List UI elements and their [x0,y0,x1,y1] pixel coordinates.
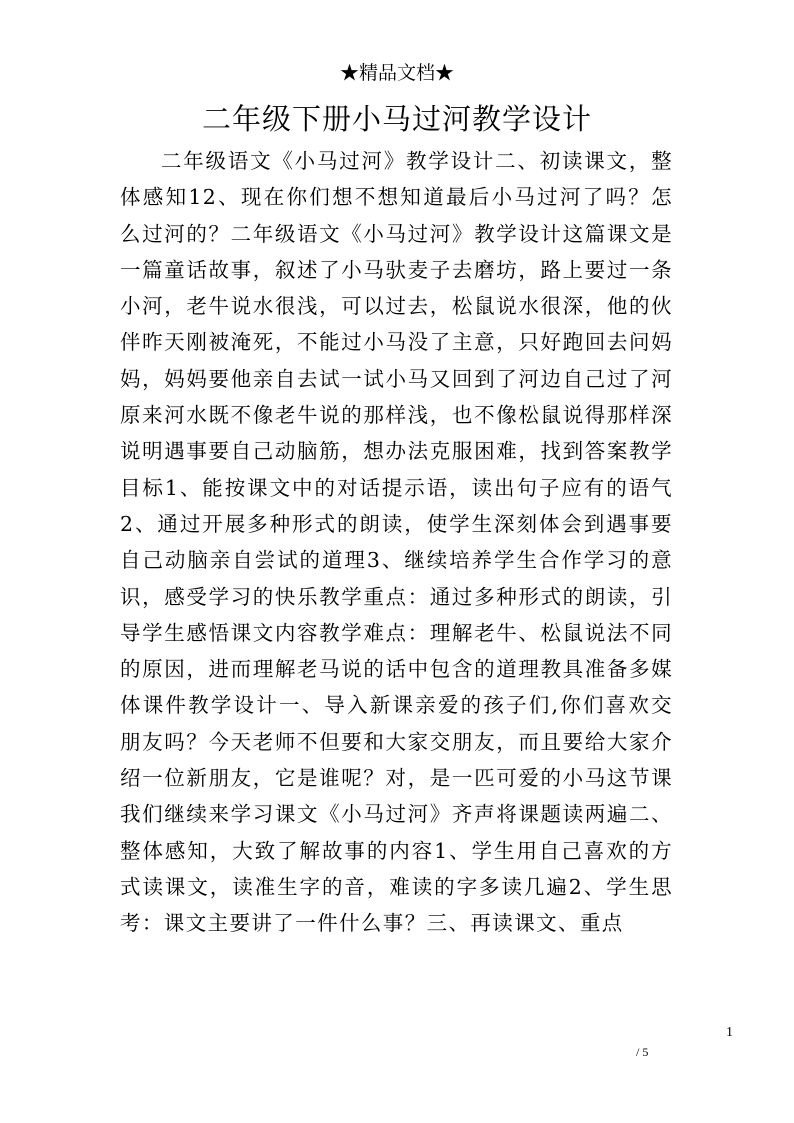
document-title: 二年级下册小马过河教学设计 [201,102,592,136]
document-header: ★精品文档★ [339,62,454,84]
body-paragraph: 二年级语文《小马过河》教学设计二、初读课文，整体感知12、现在你们想不想知道最后小马过河了吗？怎么过河的？二年级语文《小马过河》教学设计这篇课文是一篇童话故事，叙述了小马驮麦子去磨坊，路上要过一条小河，老牛说水很浅，可以过去，松鼠说水很深，他的伙伴昨天刚被淹死，不能过小马没了主意，只好跑回去问妈妈，妈妈要他亲自去试一试小马又回到了河边自己过了河原来河水既不像老牛说的那样浅，也不像松鼠说得那样深说明遇事要自己动脑筋，想办法克服困难，找到答案教学目标1、能按课文中的对话提示语，读出句子应有的语气2、通过开展多种形式的朗读，使学生深刻体会到遇事要自己动脑亲自尝试的道理3、继续培养学生合作学习的意识，感受学习的快乐教学重点：通过多种形式的朗读，引导学生感悟课文内容教学难点：理解老牛、松鼠说法不同的原因，进而理解老马说的话中包含的道理教具准备多媒体课件教学设计一、导入新课亲爱的孩子们,你们喜欢交朋友吗？今天老师不但要和大家交朋友，而且要给大家介绍一位新朋友，它是谁呢？对，是一匹可爱的小马这节课我们继续来学习课文《小马过河》齐声将课题读两遍二、整体感知，大致了解故事的内容1、学生用自己喜欢的方式读课文，读准生字的音，难读的字多读几遍2、学生思考：课文主要讲了一件什么事？三、再读课文、重点 [120,149,673,936]
page-total: / 5 [636,1045,649,1059]
page-number: 1 [726,1025,733,1040]
